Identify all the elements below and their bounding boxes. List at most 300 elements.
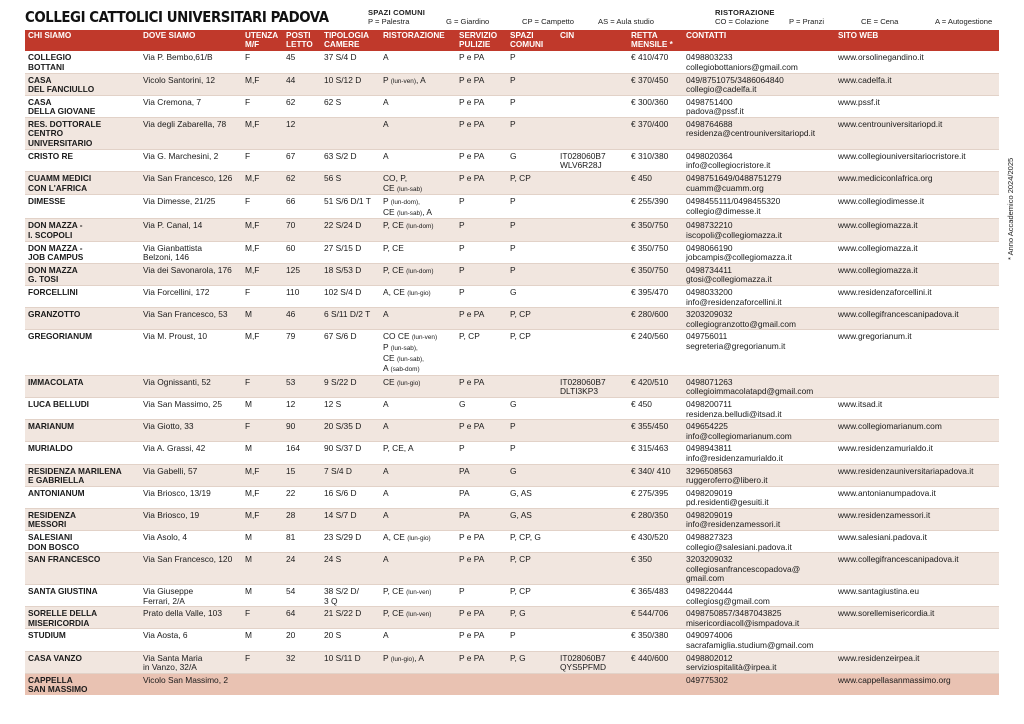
college-utenza: F — [242, 149, 283, 171]
college-cin — [557, 117, 628, 149]
cell-line: 0498764688 — [686, 118, 733, 129]
cell-line: iscopoli@collegiomazza.it — [686, 230, 783, 241]
college-posti: 32 — [283, 651, 321, 673]
college-sito: www.collegifrancescanipadova.it — [835, 553, 999, 585]
college-posti — [283, 673, 321, 695]
cell-line: Via Giuseppe — [143, 586, 194, 597]
ristorazione-days: (lun-gio) — [407, 535, 431, 543]
college-tipologia — [321, 508, 380, 530]
cell-line: 3203209032 — [686, 309, 733, 320]
cell-line: 9 S/22 D — [324, 376, 357, 387]
cell-line: 0498751649/0488751279 — [686, 173, 782, 184]
college-pulizie: PA — [456, 486, 507, 508]
college-name — [25, 585, 140, 607]
table-row — [25, 397, 999, 419]
table-row — [25, 73, 999, 95]
college-address — [140, 585, 242, 607]
college-tipologia — [321, 330, 380, 375]
cell-line: CASA — [28, 74, 52, 85]
college-spazi: G — [507, 464, 557, 486]
cell-line: 56 S — [324, 173, 342, 184]
ristorazione-meal: P, CE — [383, 220, 404, 231]
ristorazione-extra: , A — [422, 206, 432, 217]
college-ristorazione — [380, 286, 456, 308]
ristorazione-line — [383, 76, 454, 87]
ristorazione-line — [383, 98, 454, 108]
cell-line: Via G. Marchesini, 2 — [143, 150, 219, 161]
table-row — [25, 420, 999, 442]
college-address — [140, 420, 242, 442]
college-utenza: F — [242, 195, 283, 219]
college-pulizie: P e PA — [456, 607, 507, 629]
college-tipologia — [321, 442, 380, 464]
college-retta: € 315/463 — [628, 442, 683, 464]
college-utenza: M,F — [242, 219, 283, 241]
college-spazi: P, CP, G — [507, 531, 557, 553]
college-sito: www.orsolinegandino.it — [835, 51, 999, 73]
college-pulizie: P e PA — [456, 375, 507, 397]
college-cin — [557, 585, 628, 607]
cell-line: DIMESSE — [28, 196, 66, 207]
college-pulizie: P e PA — [456, 73, 507, 95]
legend-item: P = Palestra — [368, 17, 410, 26]
college-ristorazione — [380, 219, 456, 241]
cell-line: collegioimmacolatapd@gmail.com — [686, 386, 814, 397]
college-posti: 24 — [283, 553, 321, 585]
college-address — [140, 651, 242, 673]
college-spazi: P — [507, 629, 557, 651]
cell-line: I. SCOPOLI — [28, 230, 73, 241]
college-posti: 45 — [283, 51, 321, 73]
col-header-sito-web: SITO WEB — [835, 30, 999, 51]
cell-line: MARIANUM — [28, 421, 75, 432]
cell-line: collegio@cadelfa.it — [686, 84, 757, 95]
cell-line: QYS5PFMD — [560, 662, 607, 673]
cell-line: Via Briosco, 13/19 — [143, 487, 211, 498]
college-spazi: G, AS — [507, 508, 557, 530]
ristorazione-line — [383, 378, 454, 389]
ristorazione-meal: CO, P, — [383, 173, 408, 184]
college-posti: 66 — [283, 195, 321, 219]
ristorazione-line — [383, 354, 454, 365]
ristorazione-line — [383, 587, 454, 598]
cell-line: 62 S — [324, 96, 342, 107]
ristorazione-days: (lun-ven) — [390, 77, 416, 85]
table-row — [25, 149, 999, 171]
ristorazione-line — [383, 152, 454, 162]
college-contatti — [683, 286, 835, 308]
cell-line: Via Aosta, 6 — [143, 630, 188, 641]
college-name — [25, 531, 140, 553]
college-utenza: M — [242, 553, 283, 585]
table-row — [25, 117, 999, 149]
college-pulizie: P e PA — [456, 149, 507, 171]
college-sito: www.residenzamessori.it — [835, 508, 999, 530]
college-contatti — [683, 508, 835, 530]
cell-line: DON BOSCO — [28, 541, 80, 552]
ristorazione-line — [383, 364, 454, 375]
college-spazi: P, G — [507, 607, 557, 629]
cell-line: 0498943811 — [686, 443, 732, 454]
ristorazione-days: (lun-sab) — [396, 185, 423, 193]
legend-item: G = Giardino — [446, 17, 490, 26]
college-retta: € 450 — [628, 172, 683, 195]
cell-line: 0498827323 — [686, 532, 733, 543]
ristorazione-meal: CE — [383, 352, 395, 363]
college-tipologia — [321, 486, 380, 508]
college-pulizie: P e PA — [456, 51, 507, 73]
cell-line: Vicolo San Massimo, 2 — [143, 674, 229, 685]
college-sito: www.antonianumpadova.it — [835, 486, 999, 508]
college-retta: € 350/750 — [628, 241, 683, 263]
college-contatti — [683, 673, 835, 695]
cell-line: CENTRO — [28, 128, 64, 139]
college-pulizie: P e PA — [456, 308, 507, 330]
college-contatti — [683, 195, 835, 219]
college-contatti — [683, 629, 835, 651]
college-address — [140, 397, 242, 419]
cell-line: 0498066190 — [686, 242, 733, 253]
cell-line: 0498020364 — [686, 150, 733, 161]
cell-line: SAN FRANCESCO — [28, 554, 101, 565]
college-cin — [557, 241, 628, 263]
colleges-table — [25, 30, 999, 695]
college-utenza: F — [242, 95, 283, 117]
college-utenza: M,F — [242, 172, 283, 195]
table-row — [25, 531, 999, 553]
college-spazi: P — [507, 263, 557, 285]
ristorazione-days: (lun-ven) — [406, 611, 432, 619]
ristorazione-days: (lun-gio) — [407, 290, 431, 297]
cell-line: collegiosanfrancescopadova@ — [686, 563, 801, 574]
college-pulizie: P — [456, 219, 507, 241]
ristorazione-days: (lun-sab), — [390, 344, 418, 352]
cell-line: Via Gabelli, 57 — [143, 465, 198, 476]
college-tipologia — [321, 51, 380, 73]
college-utenza: M,F — [242, 73, 283, 95]
ristorazione-meal: P — [383, 341, 389, 352]
legend-item: AS = Aula studio — [598, 17, 654, 26]
college-spazi: G, AS — [507, 486, 557, 508]
college-contatti — [683, 149, 835, 171]
college-spazi: G — [507, 397, 557, 419]
ristorazione-meal: CE — [383, 206, 395, 217]
college-cin — [557, 330, 628, 375]
cell-line: 3 Q — [324, 595, 338, 606]
college-pulizie: P e PA — [456, 172, 507, 195]
college-contatti — [683, 553, 835, 585]
college-contatti — [683, 375, 835, 397]
legend-spazi-comuni — [368, 8, 698, 28]
college-utenza: F — [242, 286, 283, 308]
table-row — [25, 673, 999, 695]
cell-line: 12 S — [324, 398, 342, 409]
college-address — [140, 195, 242, 219]
college-name — [25, 149, 140, 171]
table-row — [25, 308, 999, 330]
cell-line: 0498209019 — [686, 487, 733, 498]
college-ristorazione — [380, 241, 456, 263]
college-posti: 125 — [283, 263, 321, 285]
ristorazione-meal: A — [383, 554, 389, 565]
cell-line: SALESIANI — [28, 532, 73, 543]
col-header-dove-siamo: DOVE SIAMO — [140, 30, 242, 51]
college-cin — [557, 464, 628, 486]
college-spazi: P, CP — [507, 553, 557, 585]
college-address — [140, 263, 242, 285]
cell-line: CASA — [28, 96, 52, 107]
cell-line: CRISTO RE — [28, 150, 74, 161]
college-contatti — [683, 117, 835, 149]
col-header-cin: CIN — [557, 30, 628, 51]
college-retta: € 370/400 — [628, 117, 683, 149]
college-ristorazione — [380, 629, 456, 651]
college-spazi: P — [507, 241, 557, 263]
cell-line: SANTA GIUSTINA — [28, 586, 98, 597]
college-ristorazione — [380, 263, 456, 285]
ristorazione-meal: P — [383, 74, 389, 85]
ristorazione-days: (sab-dom) — [390, 366, 420, 374]
college-sito: www.cappellasanmassimo.org — [835, 673, 999, 695]
cell-line: padova@pssf.it — [686, 106, 744, 117]
table-row — [25, 508, 999, 530]
ristorazione-meal: A — [383, 487, 389, 498]
ristorazione-days: (lun-dom), — [390, 199, 420, 207]
ristorazione-line — [383, 221, 454, 232]
ristorazione-meal: P, CE — [383, 242, 404, 253]
ristorazione-days: (lun-sab) — [396, 209, 423, 217]
cell-line: Via Dimesse, 21/25 — [143, 196, 216, 207]
ristorazione-line — [383, 467, 454, 477]
cell-line: 049/8751075/3486064840 — [686, 74, 784, 85]
table-body — [25, 51, 999, 695]
ristorazione-meal: A — [383, 509, 389, 520]
legend-ristorazione — [715, 8, 1005, 28]
cell-line: 67 S/6 D — [324, 331, 357, 342]
college-retta: € 350/750 — [628, 219, 683, 241]
cell-line: sacrafamiglia.studium@gmail.com — [686, 640, 814, 650]
college-tipologia — [321, 629, 380, 651]
college-retta: € 350/750 — [628, 263, 683, 285]
table-row — [25, 629, 999, 651]
cell-line: Via Cremona, 7 — [143, 96, 202, 107]
ristorazione-days: (lun-ven) — [411, 334, 438, 342]
table-row — [25, 330, 999, 375]
ristorazione-days: (lun-ven) — [406, 589, 432, 597]
cell-line: cuamm@cuamm.org — [686, 182, 764, 193]
college-spazi: G — [507, 149, 557, 171]
college-utenza: M — [242, 308, 283, 330]
college-pulizie: P e PA — [456, 531, 507, 553]
ristorazione-line — [383, 400, 454, 410]
college-sito — [835, 629, 999, 651]
college-contatti — [683, 420, 835, 442]
college-name — [25, 219, 140, 241]
ristorazione-extra: , A — [414, 652, 424, 663]
college-name — [25, 508, 140, 530]
college-name — [25, 286, 140, 308]
college-tipologia — [321, 117, 380, 149]
cell-line: 21 S/22 D — [324, 608, 362, 619]
cell-line: 0498455111/0498455320 — [686, 196, 781, 207]
college-ristorazione — [380, 486, 456, 508]
college-name — [25, 241, 140, 263]
cell-line: 27 S/15 D — [324, 242, 362, 253]
college-utenza: F — [242, 607, 283, 629]
ristorazione-line — [383, 511, 454, 521]
cell-line: collegiosg@gmail.com — [686, 595, 770, 606]
ristorazione-line — [383, 444, 454, 454]
cell-line: Via Gianbattista — [143, 242, 202, 253]
legend-item: CP = Campetto — [522, 17, 574, 26]
college-ristorazione — [380, 330, 456, 375]
col-header-servizio-pulizie: SERVIZIO PULIZIE — [456, 30, 507, 51]
table-row — [25, 241, 999, 263]
college-spazi — [507, 375, 557, 397]
college-ristorazione — [380, 172, 456, 195]
college-ristorazione — [380, 464, 456, 486]
college-contatti — [683, 263, 835, 285]
college-name — [25, 73, 140, 95]
ristorazione-meal: P, CE — [383, 608, 404, 619]
table-row — [25, 651, 999, 673]
college-spazi: P, G — [507, 651, 557, 673]
college-sito: www.residenzamurialdo.it — [835, 442, 999, 464]
college-sito: www.collegiomazza.it — [835, 219, 999, 241]
ristorazione-line — [383, 609, 454, 620]
cell-line: 3296508563 — [686, 465, 733, 476]
cell-line: Vicolo Santorini, 12 — [143, 74, 216, 85]
cell-line: residenza.belludi@itsad.it — [686, 408, 782, 419]
ristorazione-line — [383, 266, 454, 277]
cell-line: Via degli Zabarella, 78 — [143, 118, 227, 129]
cell-line: 16 S/6 D — [324, 487, 357, 498]
college-name — [25, 651, 140, 673]
cell-line: 6 S/11 D/2 T — [324, 309, 371, 320]
college-retta: € 410/470 — [628, 51, 683, 73]
cell-line: Prato della Valle, 103 — [143, 608, 222, 619]
ristorazione-meal: A — [383, 52, 389, 62]
college-address — [140, 629, 242, 651]
college-utenza: M — [242, 442, 283, 464]
college-tipologia — [321, 219, 380, 241]
table-row — [25, 585, 999, 607]
college-retta: € 275/395 — [628, 486, 683, 508]
college-tipologia — [321, 553, 380, 585]
college-contatti — [683, 330, 835, 375]
ristorazione-days: (lun-gio) — [396, 379, 421, 387]
cell-line: CUAMM MEDICI — [28, 173, 92, 184]
cell-line: info@residenzaforcellini.it — [686, 296, 782, 307]
college-retta: € 240/560 — [628, 330, 683, 375]
cell-line: 102 S/4 D — [324, 287, 362, 297]
college-retta: € 450 — [628, 397, 683, 419]
cell-line: 37 S/4 D — [324, 52, 357, 62]
college-utenza: M,F — [242, 117, 283, 149]
cell-line: gmail.com — [686, 573, 725, 584]
college-name — [25, 95, 140, 117]
college-contatti — [683, 651, 835, 673]
table-row — [25, 464, 999, 486]
college-sito: www.collegiomarianum.com — [835, 420, 999, 442]
cell-line: 14 S/7 D — [324, 509, 357, 520]
college-utenza: F — [242, 375, 283, 397]
col-header-contatti: CONTATTI — [683, 30, 835, 51]
cell-line: LUCA BELLUDI — [28, 398, 89, 409]
college-spazi: P, CP — [507, 308, 557, 330]
cell-line: CAPPELLA — [28, 674, 73, 685]
college-address — [140, 241, 242, 263]
cell-line: info@collegiocristore.it — [686, 160, 771, 171]
ristorazione-meal: P, CE — [383, 264, 404, 275]
college-ristorazione — [380, 673, 456, 695]
table-row — [25, 195, 999, 219]
college-posti: 44 — [283, 73, 321, 95]
table-row — [25, 607, 999, 629]
cell-line: BOTTANI — [28, 61, 65, 72]
col-header-posti-letto: POSTI LETTO — [283, 30, 321, 51]
college-address — [140, 286, 242, 308]
cell-line: Belzoni, 146 — [143, 252, 190, 263]
college-retta: € 350 — [628, 553, 683, 585]
college-cin — [557, 308, 628, 330]
cell-line: Via San Massimo, 25 — [143, 398, 222, 409]
college-pulizie: P, CP — [456, 330, 507, 375]
college-tipologia — [321, 651, 380, 673]
ristorazione-meal: A — [383, 421, 389, 432]
college-tipologia — [321, 95, 380, 117]
ristorazione-line — [383, 184, 454, 195]
college-retta: € 350/380 — [628, 629, 683, 651]
college-utenza: M,F — [242, 241, 283, 263]
college-cin — [557, 195, 628, 219]
college-pulizie: P — [456, 241, 507, 263]
college-posti: 60 — [283, 241, 321, 263]
ristorazione-meal: P — [383, 196, 389, 207]
college-address — [140, 51, 242, 73]
cell-line: in Vanzo, 32/A — [143, 662, 197, 673]
college-utenza: M,F — [242, 464, 283, 486]
table-row — [25, 51, 999, 73]
college-pulizie: PA — [456, 508, 507, 530]
ristorazione-meal: A — [383, 363, 389, 374]
college-posti: 54 — [283, 585, 321, 607]
cell-line: Via Ognissanti, 52 — [143, 376, 211, 387]
college-cin — [557, 51, 628, 73]
cell-line: STUDIUM — [28, 630, 66, 641]
college-utenza: M — [242, 397, 283, 419]
table-header-row — [25, 30, 999, 51]
ristorazione-line — [383, 555, 454, 565]
cell-line: GREGORIANUM — [28, 331, 93, 342]
college-utenza: M,F — [242, 486, 283, 508]
college-utenza: F — [242, 651, 283, 673]
college-contatti — [683, 73, 835, 95]
cell-line: 22 S/24 D — [324, 220, 362, 231]
ristorazione-days: (lun-gio) — [390, 655, 415, 663]
college-sito: www.residenzaforcellini.it — [835, 286, 999, 308]
college-ristorazione — [380, 607, 456, 629]
college-posti: 90 — [283, 420, 321, 442]
college-pulizie: G — [456, 397, 507, 419]
cell-line: JOB CAMPUS — [28, 252, 84, 263]
ristorazione-meal: A, CE — [383, 532, 405, 543]
college-tipologia — [321, 607, 380, 629]
cell-line: 51 S/6 D/1 T — [324, 196, 371, 207]
ristorazione-line — [383, 533, 454, 544]
college-posti: 79 — [283, 330, 321, 375]
ristorazione-days: (lun-dom) — [406, 223, 434, 231]
